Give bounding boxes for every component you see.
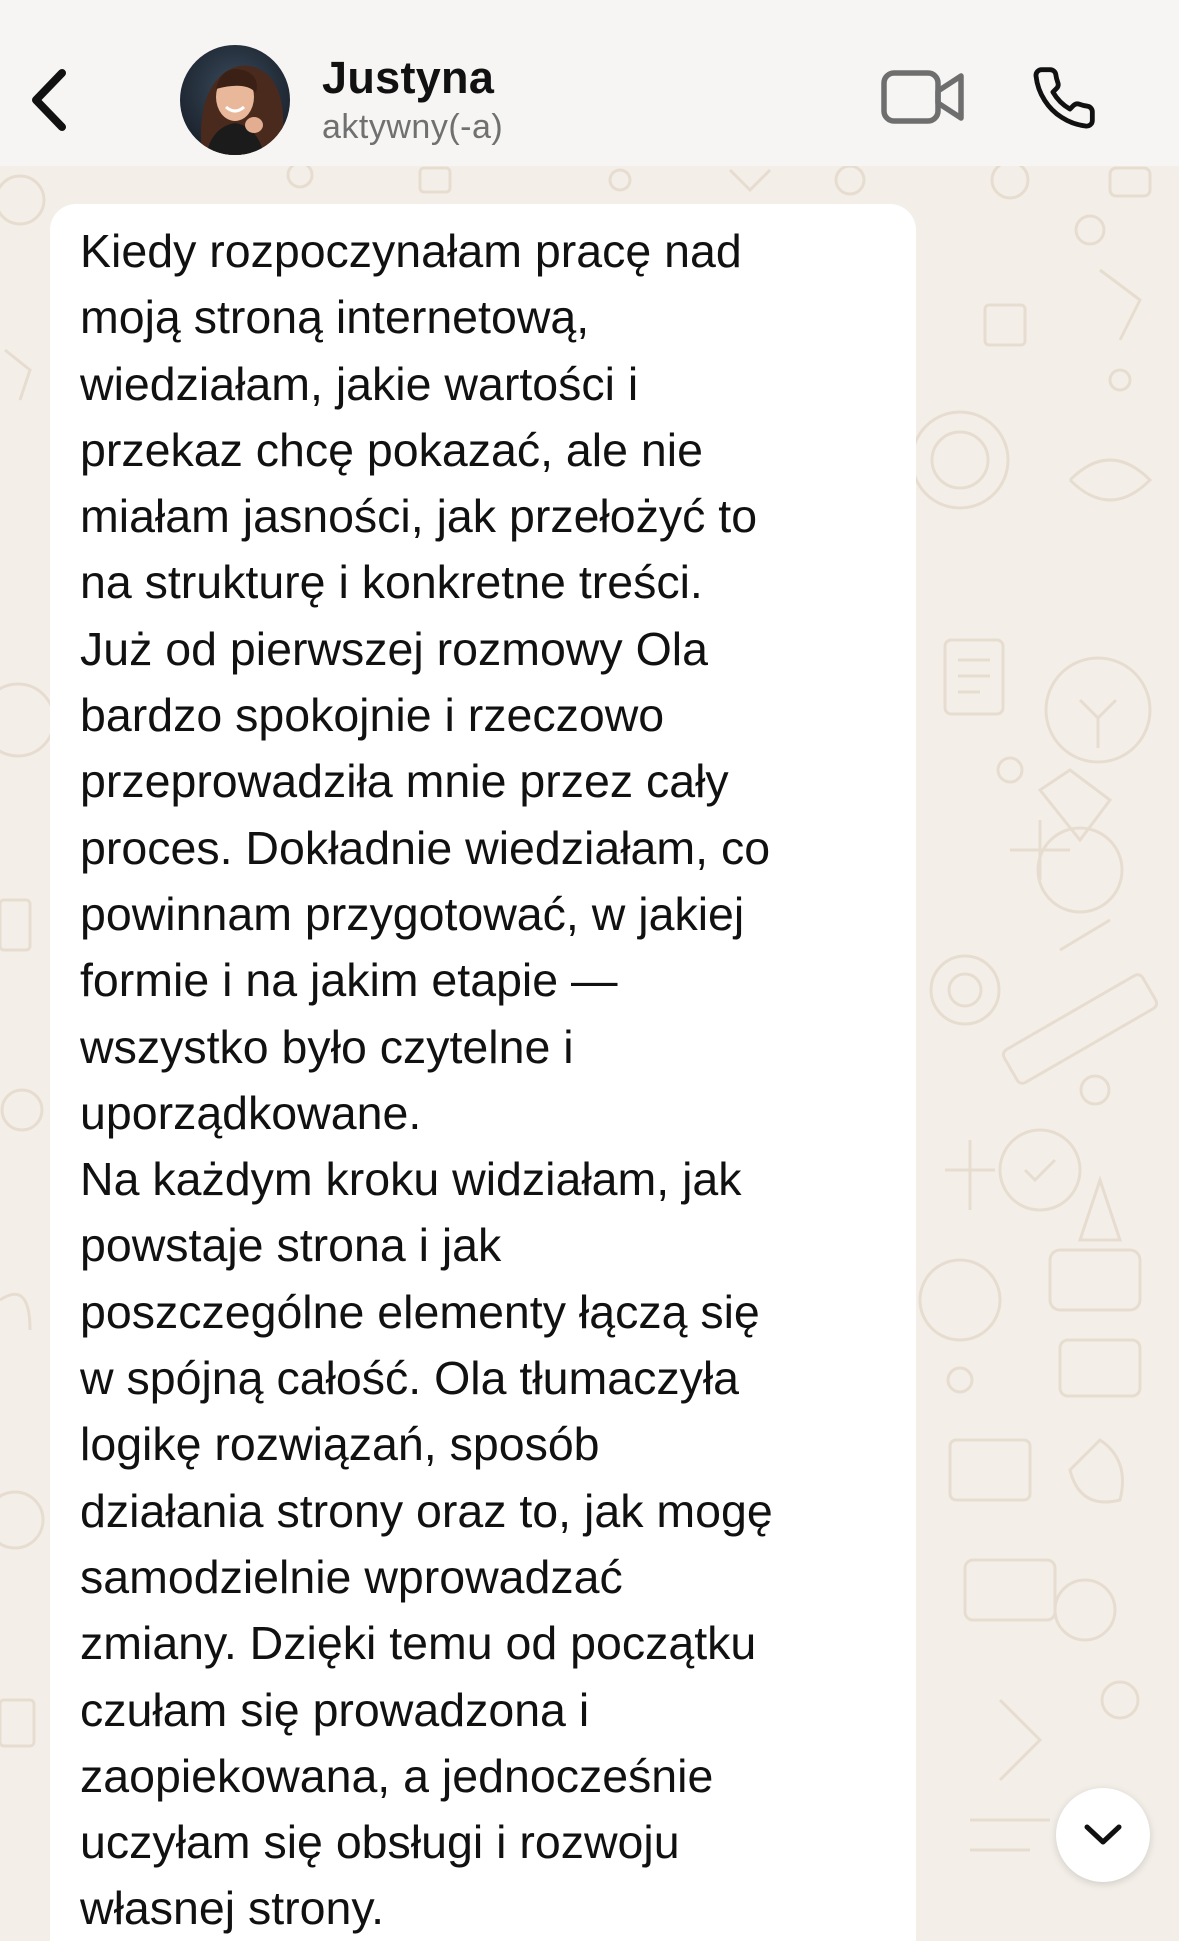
contact-name[interactable]: Justyna — [322, 52, 495, 103]
voice-call-button[interactable] — [1026, 60, 1102, 136]
message-bubble-incoming[interactable] — [50, 204, 916, 1941]
contact-status: aktywny(-a) — [322, 108, 504, 146]
message-text: Kiedy rozpoczynałam pracę nad moją stroną internetową, wiedziałam, jakie wartości i przekaz chcę pokazać, ale nie miałam jasności, jak przełożyć to na strukturę i konkretne treści. Już od pierwszej rozmowy Ola bardzo spokojnie i rzeczowo przeprowadziła mnie przez cały proces. Dokładnie wiedziałam, co powinnam przygotować, w jakiej formie i na jakim etapie — wszystko było czytelne i uporządkowane. Na każdym kroku widziałam, jak powstaje strona i jak poszczególne elementy łączą się w spójną całość. Ola tłumaczyła logikę rozwiązań, sposób działania strony oraz to, jak mogę samodzielnie wprowadzać zmiany. Dzięki temu od początku czułam się prowadzona i zaopiekowana, a jednocześnie uczyłam się obsługi i rozwoju własnej strony. — [80, 225, 773, 1935]
video-call-button[interactable] — [880, 62, 966, 132]
avatar[interactable] — [180, 45, 290, 155]
video-camera-icon — [881, 68, 965, 126]
back-button[interactable] — [18, 60, 78, 140]
chevron-down-icon — [1083, 1822, 1123, 1848]
chevron-left-icon — [26, 67, 70, 133]
scroll-to-bottom-button[interactable] — [1056, 1788, 1150, 1882]
chat-header — [0, 0, 1179, 166]
avatar-image — [180, 45, 290, 155]
phone-icon — [1030, 64, 1098, 132]
